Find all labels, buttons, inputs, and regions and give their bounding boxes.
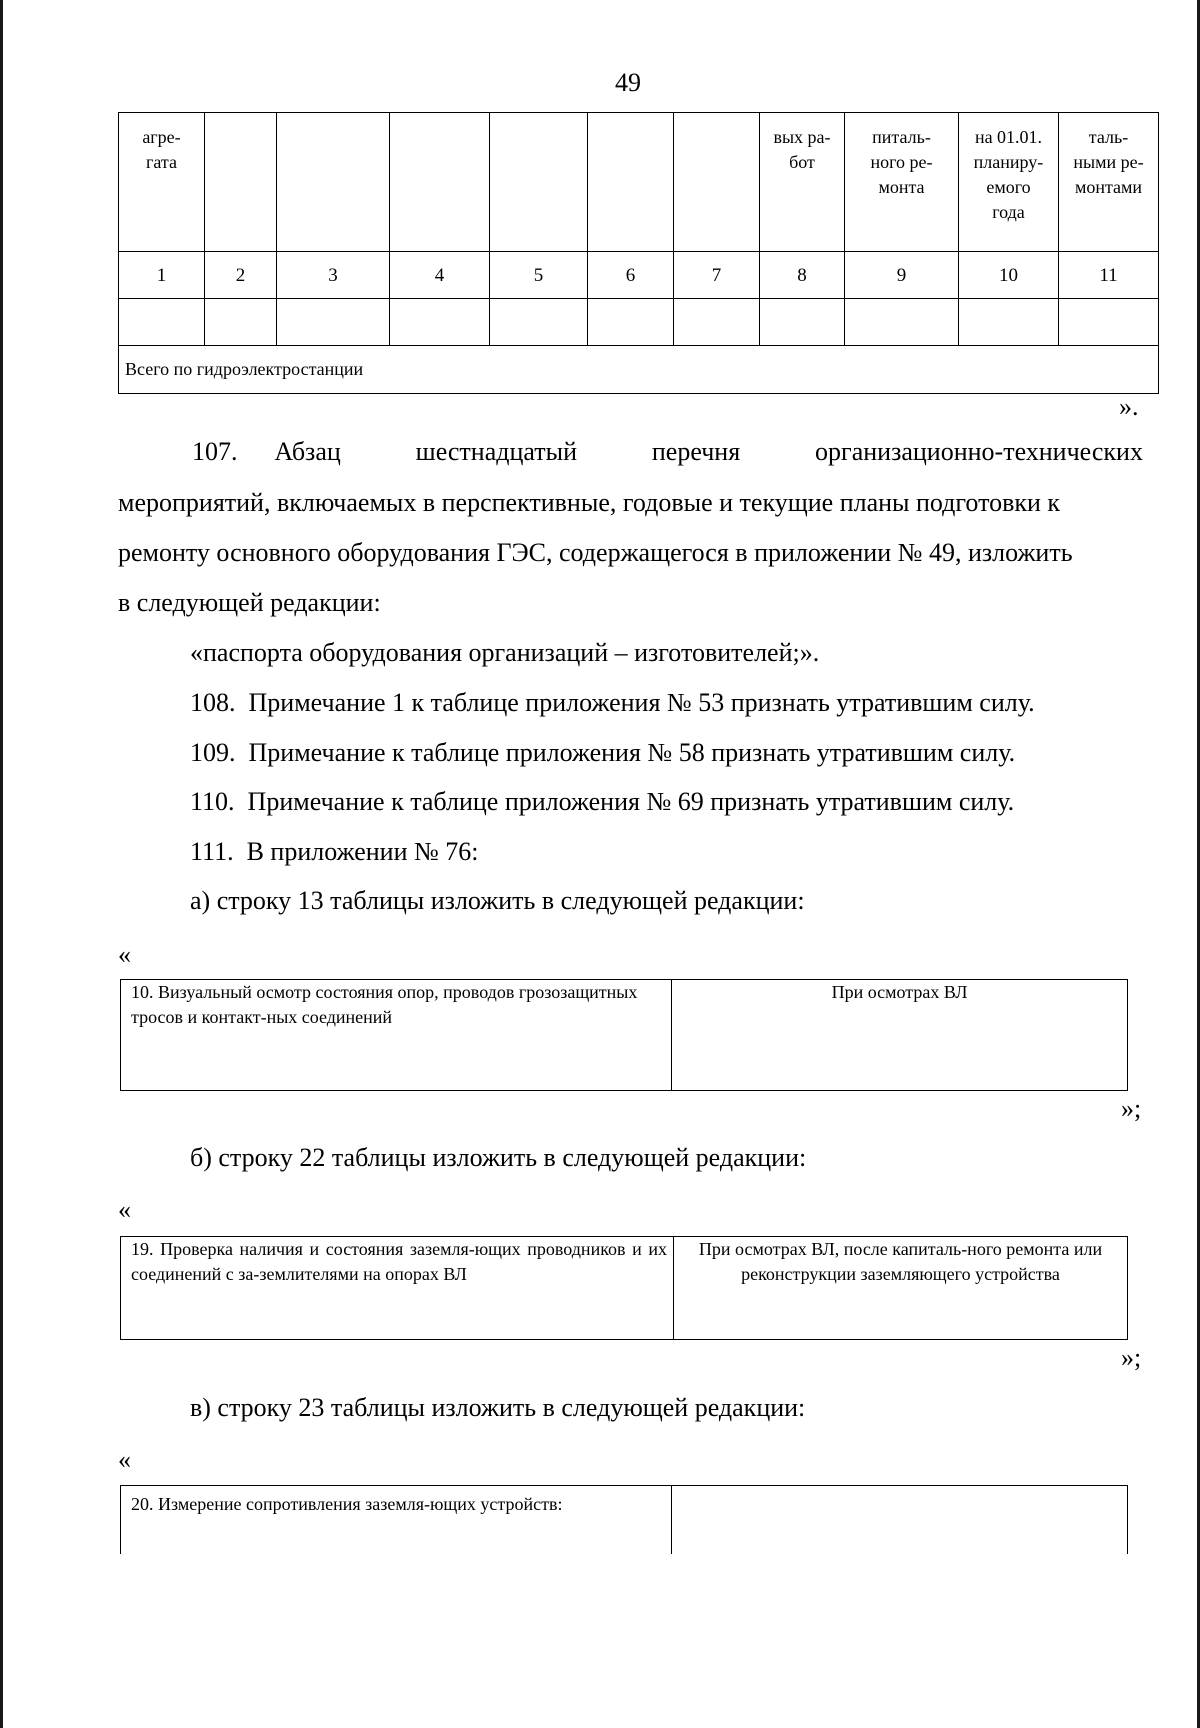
table-cell (119, 299, 205, 346)
closing-quote: »; (1121, 1094, 1142, 1123)
header-cell: агре- гата (119, 113, 205, 252)
row-13-description: 10. Визуальный осмотр состояния опор, проводов грозозащитных тросов и контакт-ных соединений (121, 980, 672, 1091)
header-cell (490, 113, 588, 252)
item-110 (190, 787, 1014, 817)
paragraph-107-quote: «паспорта оборудования организаций – изготовителей;». (190, 638, 820, 667)
table-cell (490, 299, 588, 346)
item-109 (190, 738, 1015, 768)
row-13-table (120, 979, 1128, 1091)
header-cell (588, 113, 674, 252)
column-number: 11 (1059, 252, 1159, 299)
table-cell (205, 299, 277, 346)
paragraph-107-line-3: ремонту основного оборудования ГЭС, содержащегося в приложении № 49, изложить (118, 538, 1073, 567)
para-word: 107. (192, 437, 238, 466)
item-text: Примечание 1 к таблице приложения № 53 признать утратившим силу. (248, 688, 1035, 717)
table-cell (674, 299, 760, 346)
column-number: 4 (390, 252, 490, 299)
total-label: Всего по гидроэлектростанции (119, 346, 1159, 394)
total-row (119, 346, 1159, 394)
column-number: 5 (490, 252, 588, 299)
equipment-repair-table (118, 112, 1159, 394)
row-22-table (120, 1236, 1128, 1340)
table-header-row (119, 113, 1159, 252)
item-number: 110. (190, 787, 235, 816)
table-cell (760, 299, 845, 346)
column-number: 10 (959, 252, 1059, 299)
column-number-row (119, 252, 1159, 299)
para-word: Абзац (274, 437, 341, 466)
item-number: 111. (190, 837, 234, 866)
item-number: 108. (190, 688, 236, 717)
para-word: организационно-технических (815, 437, 1143, 466)
row-23-description: 20. Измерение сопротивления заземля-ющих устройств: (121, 1486, 672, 1555)
header-cell (674, 113, 760, 252)
closing-quote: ». (1119, 392, 1139, 421)
row-22-frequency: При осмотрах ВЛ, после капиталь-ного ремонта или реконструкции заземляющего устройства (674, 1237, 1128, 1340)
header-cell (277, 113, 390, 252)
header-cell: питаль- ного ре- монта (845, 113, 959, 252)
header-cell: вых ра- бот (760, 113, 845, 252)
para-word: перечня (651, 437, 741, 466)
opening-quote: « (118, 1195, 131, 1224)
table-cell (277, 299, 390, 346)
row-23-table (120, 1485, 1128, 1554)
sub-item-b: б) строку 22 таблицы изложить в следующей редакции: (190, 1143, 807, 1172)
opening-quote: « (118, 940, 131, 969)
item-text: Примечание к таблице приложения № 69 признать утратившим силу. (247, 787, 1015, 816)
sub-item-a: а) строку 13 таблицы изложить в следующей редакции: (190, 886, 805, 915)
column-number: 1 (119, 252, 205, 299)
header-cell: на 01.01. планиру- емого года (959, 113, 1059, 252)
opening-quote: « (118, 1445, 131, 1474)
closing-quote: »; (1121, 1343, 1142, 1372)
column-number: 2 (205, 252, 277, 299)
row-23-frequency (672, 1486, 1128, 1555)
table-cell (390, 299, 490, 346)
paragraph-107-line-1 (192, 437, 1143, 467)
column-number: 3 (277, 252, 390, 299)
column-number: 9 (845, 252, 959, 299)
row-13-frequency: При осмотрах ВЛ (672, 980, 1128, 1091)
paragraph-107-line-2: мероприятий, включаемых в перспективные, годовые и текущие планы подготовки к (118, 488, 1061, 517)
column-number: 8 (760, 252, 845, 299)
item-text: В приложении № 76: (246, 837, 479, 866)
paragraph-107-line-4: в следующей редакции: (118, 588, 381, 617)
table-cell (959, 299, 1059, 346)
table-cell (845, 299, 959, 346)
column-number: 7 (674, 252, 760, 299)
sub-item-c: в) строку 23 таблицы изложить в следующей редакции: (190, 1393, 806, 1422)
table-row (121, 980, 1128, 1091)
header-cell (390, 113, 490, 252)
table-cell (1059, 299, 1159, 346)
item-111 (190, 837, 479, 867)
header-cell (205, 113, 277, 252)
item-number: 109. (190, 738, 236, 767)
header-cell: таль- ными ре- монтами (1059, 113, 1159, 252)
row-22-description: 19. Проверка наличия и состояния заземля-ющих проводников и их соединений с за-землителями на опорах ВЛ (121, 1237, 674, 1340)
page-number: 49 (615, 68, 641, 97)
para-word: шестнадцатый (415, 437, 577, 466)
table-row (121, 1237, 1128, 1340)
table-row (121, 1486, 1128, 1555)
column-number: 6 (588, 252, 674, 299)
empty-data-row (119, 299, 1159, 346)
table-cell (588, 299, 674, 346)
item-text: Примечание к таблице приложения № 58 признать утратившим силу. (248, 738, 1016, 767)
item-108 (190, 688, 1035, 718)
